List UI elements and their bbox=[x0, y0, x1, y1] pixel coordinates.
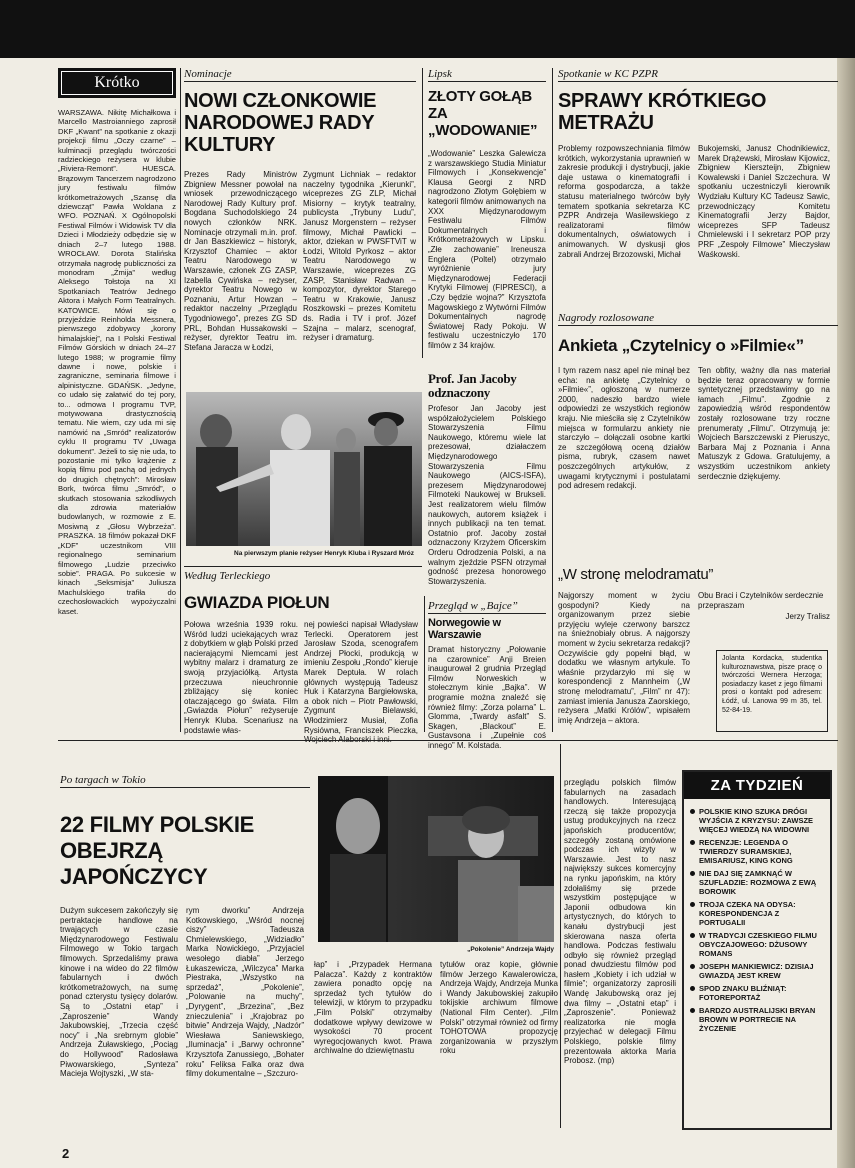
krotko-column bbox=[58, 68, 176, 736]
za-tydzien-item bbox=[690, 1006, 824, 1033]
za-tydzien-item-text: BARDZO AUSTRALIJSKI BRYAN BROWN W PORTRECIE NA ŻYCZENIE bbox=[699, 1006, 816, 1033]
nominacje-col2: Zygmunt Lichniak – redaktor naczelny tygodnika „Kierunki”, wiceprezes ZG ZLP, Michał Misiorny – krytyk teatralny, publicysta „Trybuny Ludu”, Janusz Morgenstern – reżyser filmowy, Michał Pawlicki – aktor, dziekan w PWSFTViT w Łodzi, Witold Pyrkosz – aktor Teatru Narodowego w Warszawie, wiceprezes ZG ZASP, Stanisław Radwan – kompozytor, dyrektor Starego Teatru w Krakowie, Janusz Roszkowski – prezes Komitetu ds. Radia i TV i prof. Józef Szajna – malarz, scenograf, reżyser i dramaturg. bbox=[303, 170, 416, 343]
tokio-col4: tytułów oraz kopie, głównie filmów Jerzego Kawalerowicza, Andrzeja Wajdy, Andrzeja Munka i Wandy Jakubowskiej zakupiło tokijskie archiwum filmowe (National Film Center). „Film Polski” otrzymał również od firmy TOHOTOWA propozycję zorganizowania w przyszłym roku bbox=[440, 960, 558, 1056]
bullet-icon bbox=[690, 809, 695, 814]
ankieta-article bbox=[558, 312, 838, 558]
rule-terlecki bbox=[424, 596, 425, 732]
rule-krotko bbox=[180, 68, 181, 732]
bullet-icon bbox=[690, 986, 695, 991]
tokio-col5-wrap bbox=[564, 778, 676, 1124]
terlecki-col1: Połowa września 1939 roku. Wśród ludzi uciekających wraz z dobytkiem w głąb Polski przed nacierającymi Niemcami jest wybitny malarz i dramaturg ze swoją przyjaciółką. Artysta przeczuwa nieuchronnie zbliżający się koniec otaczającego go świata. Film „Gwiazda Piołun” reżyseruje Henryk Kluba. Scenariusz na podstawie włas- bbox=[184, 620, 298, 735]
bullet-icon bbox=[690, 871, 695, 876]
tokio-col2: rym dworku” Andrzeja Kotkowskiego, „Wśród nocnej ciszy” Tadeusza Chmielewskiego, „Widziadło” Marka Nowickiego, „Przyjaciel wesołego diabła” Jerzego Łukaszewicza, „Wilczyca” Marka Piestraka, „Wszystko na sprzedaż”, „Pokolenie”, „Polowanie na muchy”, „Dyrygent”, „Brzezina”, „Bez znieczulenia” i „Krajobraz po bitwie” Andrzeja Wajdy, „Nadzór” Wiesława Saniewskiego, „Iluminacja” i „Barwy ochronne” Krzysztofa Zanussiego, „Bohater roku” Feliksa Falka oraz dwa filmy dokumentalne – „Szczuro- bbox=[186, 906, 304, 1079]
ankieta-kicker: Nagrody rozlosowane bbox=[558, 312, 838, 326]
za-tydzien-item bbox=[690, 962, 824, 980]
tokio-col1: Dużym sukcesem zakończyły się pertraktacje handlowe na trwających w czasie Międzynarodowego Festiwalu Filmowego w Tokio targach filmowych. Sprzedaliśmy prawa kinowe i na wideo do 22 filmów fabularnych i dwóch krótkometrażowych, na sumę ponad czterystu tysięcy dolarów. Są to „Ostatni etap” i „Zaproszenie” Wandy Jakubowskiej, „Trzecia część nocy” i „Na srebrnym globie” Andrzeja Żuławskiego, „Pociąg do Hollywood” Radosława Piwowarskiego, „Synteza” Macieja Wojtyszki, „W sta- bbox=[60, 906, 178, 1079]
tokio-body-lower bbox=[314, 960, 558, 1124]
bullet-icon bbox=[690, 964, 695, 969]
krotko-text: WARSZAWA. Nikitę Michałkowa i Marcello Mastroianniego zaprosił DKF „Kwant” na spotkanie z okazji projekcji filmu „Oczy czarne” – kulminacji przeglądu twórczości radzieckiego reżysera w klubie „Riviera-Remont”. HUESCA. Brązowym Tancerzem nagrodzono jury festiwalu filmów krótkometrażowych „Szansę dla dziewcząt” Pawła Woldana z WFO. POZNAŃ. X Ogólnopolski Festiwal Filmów i Widowisk TV dla Dzieci i Młodzieży odbędzie się w dniach 2–7 lutego 1988. WROCŁAW. Dorota Stalińska otrzymała nagrodę publiczności za monodram „Żmija” według Aleksego Tołstoja na XI Spotkaniach Teatrów Jednego Aktora i Małych Form Teatralnych. KATOWICE. Mówi się o przyjeździe Reinholda Messnera, pierwszego zdobywcy „korony himalajskiej”, na I Polski Festiwal Filmów Górskich w dniach 24–27 lutego 1988; w programie filmy dawne i nowe, polskie i zagraniczne, seminaria filmowe i alpinistyczne. GDAŃSK. „Jedyne, co udało się załatwić do tej pory, to... odmowa I programu TVP, motywowana drastycznością tematu. Nie wiem, czy uda mi się namówić na „Smród” realizatorów cyklu II programu TV „Uwaga dokument”. Jeżeli to się nie uda, to pozostanie mi tylko krążenie z kopią filmu pod pachą od jednych do drugich chętnych”: Mirosław Bork, twórca filmu „Smród”, o skutkach stosowania szkodliwych dla zdrowia materiałów budowlanych, w rozmowie z E. Mosiwną z „Głosu Wybrzeża”. PRASZKA. 18 filmów pokazał DKF „KDF” uczestnikom VIII regionalnego seminarium filmowego „Ludzie przeciwko sobie”. PRAGA. Po sukcesie w kinach „Seksmisja” Juliusza Machulskiego trafiła do czechosłowackich wypożyczalni kaset. bbox=[58, 108, 176, 616]
melodramat-headline: „W stronę melodramatu” bbox=[558, 566, 714, 583]
kc-article bbox=[558, 68, 838, 308]
bullet-icon bbox=[690, 840, 695, 845]
jacoby-headline: Prof. Jan Jacoby odznaczony bbox=[428, 371, 517, 400]
kordacka-box bbox=[716, 650, 828, 732]
jacoby-text: Profesor Jan Jacoby jest współzałożycielem Polskiego Stowarzyszenia Filmu Naukowego, któremu wiele lat prezesował, działaczem Międzynarodowego Stowarzyszenia Filmu Naukowego (AICS-ISFA), prezesem Międzynarodowej Filmoteki Naukowej w Brukseli. Jest realizatorem wielu filmów naukowych, autorem książek i innych publikacji na ten temat. Ostatnio prof. Jacoby został odznaczony Krzyżem Oficerskim Orderu Odrodzenia Polski, a na walnym zjeździe PSFN otrzymał godność prezesa honorowego Stowarzyszenia. bbox=[428, 404, 546, 586]
krotko-label: Krótko bbox=[58, 68, 176, 98]
rule-lipsk bbox=[552, 68, 553, 732]
page-edge-shadow bbox=[837, 58, 855, 1168]
nominacje-kicker: Nominacje bbox=[184, 68, 416, 82]
melodramat-col2: Obu Braci i Czytelników serdecznie przepraszam bbox=[698, 591, 824, 610]
lipsk-text: „Wodowanie” Leszka Galewicza z warszawskiego Studia Miniatur Filmowych i „Konsekwencje” Klausa Georgi z NRD nagrodzono Złotym Gołębiem w kategorii filmów animowanych na XXX Międzynarodowym Festiwalu Filmów Dokumentalnych i Krótkometrażowych w Lipsku. „Złe zachowanie” Ireneusza Englera (Poltel) otrzymało wyróżnienie jury Międzynarodowej Federacji Krytyki Filmowej (FIPRESCI), a „Czy będzie wojna?” Krzysztofa Magowskiego z Wytwórni Filmów Dokumentalnych nagrodę Światowej Rady Pokoju. W festiwalu uczestniczyło 170 filmów z 34 krajów. bbox=[428, 149, 546, 350]
za-tydzien-item-text: TROJA CZEKA NA ODYSA: KORESPONDENCJA Z PORTUGALII bbox=[699, 900, 796, 927]
kordacka-text: Jolanta Kordacka, studentka kulturoznawstwa, pisze pracę o twórczości Wernera Herzoga; posiadaczy kaset z jego filmami prosi o kontakt pod adresem: Łódź, ul. Lanowa 99 m 35, tel. 52-84-19. bbox=[722, 655, 822, 714]
za-tydzien-item bbox=[690, 869, 824, 896]
ankieta-headline: Ankieta „Czytelnicy o »Filmie«” bbox=[558, 336, 804, 355]
photo-kluba-mroz bbox=[186, 392, 422, 546]
photo1-caption: Na pierwszym planie reżyser Henryk Kluba i Ryszard Mróz bbox=[234, 550, 414, 557]
terlecki-col2: nej powieści napisał Władysław Terlecki. Operatorem jest Jarosław Szoda, scenografem Andrzej Płocki, produkcją w imieniu Zespołu „Rondo” kieruje Marek Deptuła. W rolach głównych występują Tadeusz Huk i Katarzyna Bargiełowska, a obok nich – Piotr Pawłowski, Zygmunt Bielawski, Włodzimierz Musiał, Zofia Rysiówna, Franciszek Pieczka, bbox=[304, 620, 418, 735]
photo2-caption: „Pokolenie” Andrzeja Wajdy bbox=[467, 946, 554, 953]
bajce-text: Dramat historyczny „Połowanie na czarownice” Anji Breien inaugurował 2 grudnia Przegląd Filmów Norweskich w stołecznym kinie „Bajka”. W programie można znaleźć się również filmy: „Zorza polarna” L. Glomma, „Twardy asfalt” S. Skagen, „Blackout” E. Gustavsona i „Zupełnie coś innego” M. Kolstada. bbox=[428, 645, 546, 750]
bajce-headline: Norwegowie w Warszawie bbox=[428, 617, 501, 641]
rule-tokio bbox=[560, 744, 561, 1128]
za-tydzien-item bbox=[690, 931, 824, 958]
kc-col2: Bukojemski, Janusz Chodnikiewicz, Marek Drążewski, Mirosław Kijowicz, Zbigniew Kierszteijn, Zbigniew Kowalewski i Daniel Szczechura. W spotkaniu uczestniczyli kierownik Wydziału Kultury KC Tadeusz Sawic, przewodniczący Komitetu Kinematografii Jerzy Bajdor, wiceprezes SFP Tadeusz Chmielewski i I sekretarz POP przy PRF „Zespoły Filmowe” Mieczysław Waśkowski. bbox=[698, 144, 830, 259]
terlecki-kicker: Według Terleckiego bbox=[184, 570, 271, 582]
bajce-kicker: Przegląd w „Bajce” bbox=[428, 600, 546, 614]
terlecki-article bbox=[184, 570, 422, 736]
rule-nominacje bbox=[422, 68, 423, 358]
za-tydzien-item bbox=[690, 807, 824, 834]
bullet-icon bbox=[690, 902, 695, 907]
tokio-col5: przeglądu polskich filmów fabularnych na zasadach handlowych. Interesującą rzeczą się także propozycja ustug produkcyjnych na rzecz japońskich producentów; szczegóły zostaną omówione podczas ich wizyty w Warszawie. Jest to nasz największy sukces komercyjny na rynku japońskim, na który zdołaliśmy się przede wszystkim postępujące w Japonii odbudowa kin artystycznych, do których to kanału dystrybucji jest skierowana nasza oferta handlowa. Podczas festiwalu odbyło się również przegląd ponad dwudziestu filmów pod hasłem „Kobiety i ich udział w filmie”; organizatorzy zaprosili Wandę Jakubowską oraz jej dwa filmy – „Ostatni etap” i „Zaproszenie”. Ponieważ realizatorka nie mogła przyjechać w delegacji Filmu Polskiego, polskie filmy prezentowała aktorka Maria Probosz. (mp) bbox=[564, 778, 676, 1066]
tokio-kicker: Po targach w Tokio bbox=[60, 774, 310, 788]
top-black-band bbox=[0, 0, 855, 58]
za-tydzien-item bbox=[690, 900, 824, 927]
za-tydzien-item-text: RECENZJE: LEGENDA O TWIERDZY SURAMSKIEJ, EMISARIUSZ, KING KONG bbox=[699, 838, 793, 865]
lipsk-headline: ZŁOTY GOŁĄB ZA „WODOWANIE” bbox=[428, 88, 538, 139]
za-tydzien-item-text: SPOD ZNAKU BLIŹNIĄT: FOTOREPORTAŻ bbox=[699, 984, 787, 1002]
tokio-headline-wrap bbox=[60, 812, 310, 896]
lipsk-kicker: Lipsk bbox=[428, 68, 546, 82]
za-tydzien-item-text: JOSEPH MANKIEWICZ: DZISIAJ GWIAZDĄ JEST KREW bbox=[699, 962, 814, 980]
nominacje-article bbox=[184, 68, 416, 358]
tokio-headline: 22 FILMY POLSKIE OBEJRZĄ JAPOŃCZYCY bbox=[60, 812, 255, 889]
tokio-kicker-wrap bbox=[60, 774, 310, 790]
melodramat-signature: Jerzy Tralisz bbox=[785, 612, 830, 622]
za-tydzien-item-text: POLSKIE KINO SZUKA DRÓGI WYJŚCIA Z KRYZYSU: ZAWSZE WIĘCEJ WIEDZĄ NA WIDOWNI bbox=[699, 807, 814, 834]
ankieta-col1: I tym razem nasz apel nie minął bez echa: na ankietę „Czytelnicy o »Filmie«”, ogłoszoną w numerze 2000, nadeszło bardzo wiele odpowiedzi ze wszystkich regionów kraju. Nie mieściła się z Czytelników miejsca w formularzu ankiety nie starczyło – dołączali osobne kartki ze szczegółową oceną działów pisma, rubryk, czasem nawet poszczególnych artykułów, z uwagami krytycznymi i postulatami pod adresem redakcji. bbox=[558, 366, 690, 491]
photo-pokolenie bbox=[318, 776, 554, 942]
za-tydzien-item bbox=[690, 838, 824, 865]
za-tydzien-item-text: W TRADYCJI CZESKIEGO FILMU OBYCZAJOWEGO: DŻUSOWY ROMANS bbox=[699, 931, 817, 958]
tokio-col3: łap” i „Przypadek Hermana Palacza”. Każdy z kontraktów zawiera ponadto opcję na sprzedaż tych tytułów do telewizji, w którym to przypadku „Film Polski” otrzymałby dodatkowe wpływy dewizowe w wysokości 70 procent wyregocjowanych kwot. Prawa archiwalne do dziewiętnastu bbox=[314, 960, 432, 1056]
nominacje-headline: NOWI CZŁONKOWIE NARODOWEJ RADY KULTURY bbox=[184, 90, 377, 156]
za-tydzien-title: ZA TYDZIEŃ bbox=[684, 772, 830, 799]
kc-headline: SPRAWY KRÓTKIEGO METRAŻU bbox=[558, 90, 767, 134]
rule-above-terlecki bbox=[184, 566, 422, 567]
kc-kicker: Spotkanie w KC PZPR bbox=[558, 68, 838, 82]
page-number: 2 bbox=[62, 1146, 70, 1161]
rule-mid-page bbox=[58, 740, 838, 741]
kc-col1: Problemy rozpowszechniania filmów krótkich, wykorzystania uprawnień w zakresie produkcji i dystrybucji, jakie daje ustawa o kinematografii i reforma gospodarcza, a także statusu materialnego twórców były tematem spotkania sekretarza KC PZPR Andrzeja Wasilewskiego z realizatorami filmów dokumentalnych, oświatowych i animowanych. W dyskusji głos zabrali Andrzej Brzozowski, Michał bbox=[558, 144, 690, 259]
bullet-icon bbox=[690, 933, 695, 938]
jacoby-article bbox=[428, 372, 546, 594]
bullet-icon bbox=[690, 1008, 695, 1013]
lipsk-article bbox=[428, 68, 546, 368]
ankieta-col2: Ten obfity, ważny dla nas materiał będzie teraz opracowany w formie syntetycznej przedstawimy go na łamach „Filmu”. Zgodnie z zapowiedzią wśród respondentów zostały rozlosowane trzy roczne prenumeraty „Filmu”. Otrzymują je: Wojciech Barszczewski z Pieruszyc, Barbara Maj z Poznania i Anna Matuszyk z Gdowa. Gratulujemy, a wszystkim uczestnikom ankiety serdecznie dziękujemy. bbox=[698, 366, 830, 481]
za-tydzien-item bbox=[690, 984, 824, 1002]
melodramat-col1: Najgorszy moment w życiu gospodyni? Kiedy na organizowanym przez siebie przyjęciu wyleje czerwony barszcz na śnieżnobiały obrus. A najgorszy moment w życiu sekretarza redakcji? Oczywiście gdy popełni błąd, w dodatku we własnym artykule. To właśnie przydarzyło mi się w korespondencji z Mannheim („W stronę melodramatu”, „Film” nr 47): zamiast imienia Janusza Zaorskiego, reżysera „Matki Królów”, wpisałem imię Andrzeja – aktora. bbox=[558, 591, 690, 725]
film-still-image bbox=[186, 392, 422, 546]
za-tydzien-box bbox=[682, 770, 832, 1130]
pokolenie-still-image bbox=[318, 776, 554, 942]
nominacje-col1: Prezes Rady Ministrów Zbigniew Messner powołał na wniosek przewodniczącego Narodowej Rady Kultury prof. Bogdana Suchodolskiego 24 nowych członków NRK. Nominacje otrzymali m.in. prof. dr Jan Baszkiewicz – historyk, Krzysztof Chamiec – aktor Teatru Narodowego w Warszawie, członek ZG ZASP, Izabella Cywińska – reżyser, dyrektor Teatru Nowego w Poznaniu, Artur Howzan – redaktor naczelny „Przeglądu Tygodniowego”, prezes ZG SD PRL, Bohdan Hussakowski – reżyser, dyrektor Teatru im. Stefana Jaracza w Łodzi, bbox=[184, 170, 297, 352]
terlecki-headline: GWIAZDA PIOŁUN bbox=[184, 593, 330, 612]
za-tydzien-list bbox=[684, 799, 830, 1033]
za-tydzien-item-text: NIE DAJ SIĘ ZAMKNĄĆ W SZUFLADZIE: ROZMOWA Z EWĄ BOROWIK bbox=[699, 869, 817, 896]
bajce-article bbox=[428, 600, 546, 750]
